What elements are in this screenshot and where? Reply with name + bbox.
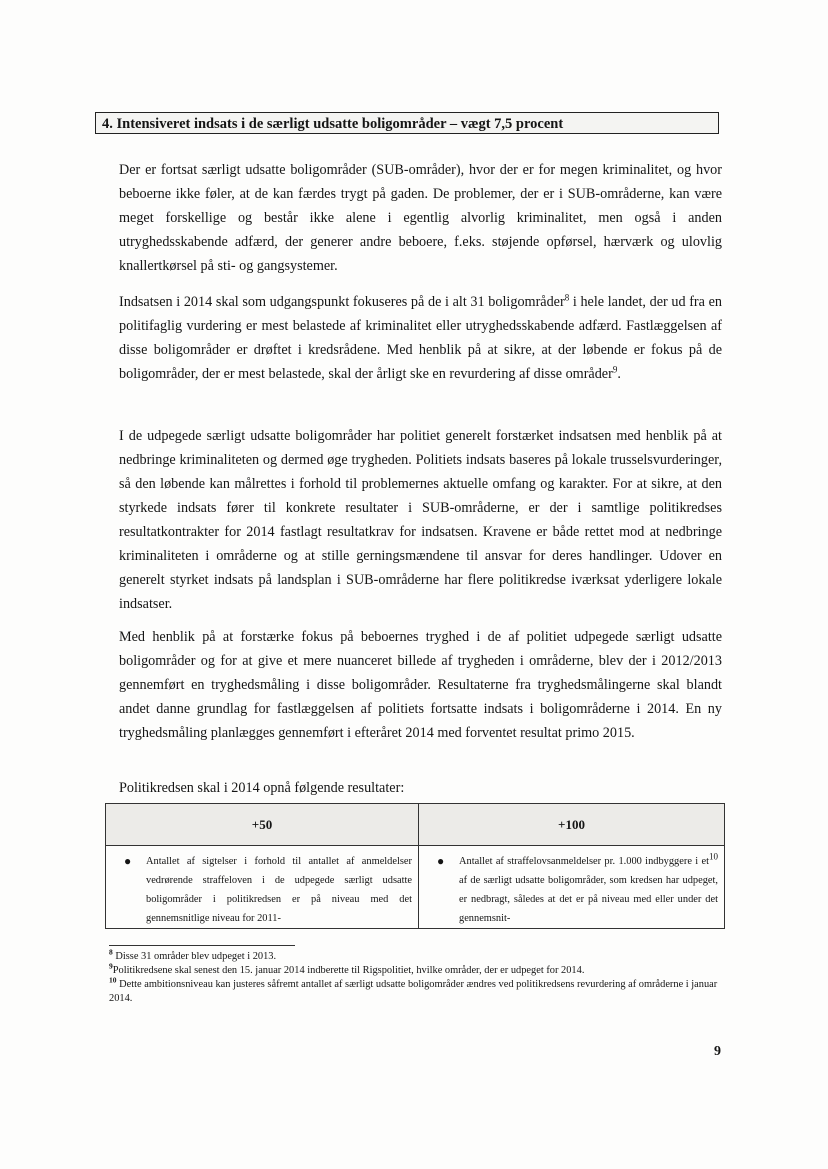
results-cell-text <box>459 852 718 928</box>
results-lead-text: Politikredsen skal i 2014 opnå følgende resultater: <box>119 780 405 796</box>
bullet-icon: ● <box>124 854 132 868</box>
paragraph-text: i hele landet, der ud fra en politifaglig vurdering er mest belastede af kriminalitet eller utryghedsskabende adfærd. Fastlæggelsen af disse boligområder er drøftet i kredsrådene. Med henblik på at sikre, at der løbende er fokus på de boligområder, der er mest belastede, skal der årligt ske en revurdering af disse områder <box>119 294 722 382</box>
paragraph-text: . <box>617 366 621 382</box>
cell-text-part: Antallet af straffelovsanmeldelser pr. 1.000 indbyggere i et <box>459 856 709 867</box>
footnote-8 <box>109 947 729 964</box>
section-heading: 4. Intensiveret indsats i de særligt udsatte boligområder – vægt 7,5 procent <box>95 112 719 134</box>
footnote-10 <box>109 975 729 1006</box>
footnote-ref-8[interactable]: 8 <box>564 292 570 303</box>
paragraph-safety-survey: Med henblik på at forstærke fokus på beboernes tryghed i de af politiet udpegede særligt udsatte boligområder og for at give et mere nuanceret billede af trygheden i områderne, blev der i 2012/2013 gennemført en tryghedsmåling i disse boligområder. Resultaterne fra tryghedsmålingerne skal blandt andet danne grundlag for fastlæggelsen af politiets fortsatte indsats i boligområderne i 2014. En ny tryghedsmåling planlægges gennemført i efteråret 2014 med forventet resultat primo 2015. <box>119 629 722 741</box>
footnote-text: Dette ambitionsniveau kan justeres såfremt antallet af særligt udsatte boligområder ændres ved politikredsens revurdering af områderne i januar 2014. <box>109 979 718 1004</box>
footnotes <box>109 947 729 1006</box>
footnote-divider <box>109 945 295 946</box>
results-table <box>105 803 725 929</box>
footnote-number: 9 <box>109 961 113 971</box>
footnote-number: 8 <box>109 947 113 957</box>
paragraph-text: Indsatsen i 2014 skal som udgangspunkt fokuseres på de i alt 31 boligområder <box>119 294 565 310</box>
footnote-ref-10[interactable]: 10 <box>709 851 718 862</box>
footnote-number: 10 <box>109 975 117 985</box>
paragraph-police-effort: I de udpegede særligt udsatte boligområder har politiet generelt forstærket indsatsen med henblik på at nedbringe kriminaliteten og dermed øge trygheden. Politiets indsats baseres på lokale trusselsvurderinger, så den løbende kan målrettes i forhold til problemernes aktuelle omfang og karakter. For at sikre, at den styrkede indsats fører til konkrete resultater i SUB-områderne, er der i samtlige politikredses resultatkontrakter for 2014 fastlagt resultatkrav for indsatsen. Kravene er både rettet mod at nedbringe kriminaliteten i områderne og at stille gerningsmændene til ansvar for deres handlinger. Udover en generelt styrket indsats på landsplan i SUB-områderne har flere politikredse iværksat yderligere lokale indsatser. <box>119 428 722 612</box>
bullet-icon: ● <box>437 854 445 868</box>
cell-text-part: af de særligt udsatte boligområder, som kredsen har udpeget, er nedbragt, således at det er på niveau med eller under det gennemsnit- <box>459 875 718 924</box>
footnote-9 <box>109 961 729 978</box>
footnote-text: Disse 31 områder blev udpeget i 2013. <box>115 951 277 962</box>
page-number: 9 <box>714 1044 721 1059</box>
results-header-plus50: +50 <box>106 804 419 846</box>
results-cell-plus100 <box>419 846 724 928</box>
paragraph-sub-areas-intro: Der er fortsat særligt udsatte boligområder (SUB-områder), hvor der er for megen kriminalitet, og hvor beboerne ikke føler, at de kan færdes trygt på gaden. De problemer, der er i SUB-områderne, kan være meget forskellige og består ikke alene i egentlig alvorlig kriminalitet, men også i anden utryghedsskabende adfærd, der generer andre beboere, f.eks. støjende opførsel, hærværk og ulovlig knallertkørsel på sti- og gangsystemer. <box>119 162 722 274</box>
footnote-ref-9[interactable]: 9 <box>612 364 618 375</box>
paragraph-focus-31-areas <box>119 290 722 386</box>
results-cell-plus50 <box>106 846 419 928</box>
results-cell-text: Antallet af sigtelser i forhold til antallet af anmeldelser vedrørende straffeloven i de udpegede særligt udsatte boligområder i politikredsen er på niveau med det gennemsnitlige niveau for 2011- <box>146 856 412 924</box>
results-header-plus100: +100 <box>419 804 724 846</box>
footnote-text: Politikredsene skal senest den 15. januar 2014 indberette til Rigspolitiet, hvilke områder, der er udpeget for 2014. <box>112 965 585 976</box>
